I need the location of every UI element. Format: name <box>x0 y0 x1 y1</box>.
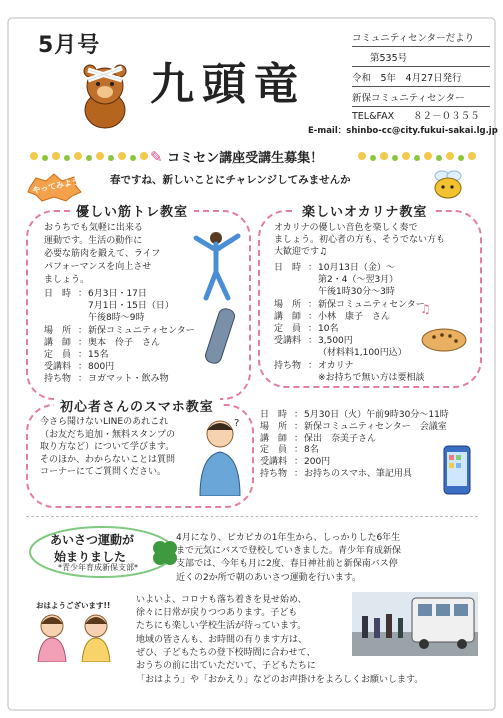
music-note-icon: ♫ <box>420 302 431 316</box>
paragraph-line: 支部では、今年も月に2度、春日神社前と新保南バス停 <box>176 559 398 570</box>
detail-row: 持ち物 ： オカリナ <box>274 360 354 371</box>
desc-line: コーナーにてご質問ください。 <box>40 467 167 477</box>
banner-subtitle: 春ですね、新しいことにチャレンジしてみませんか <box>110 174 351 186</box>
email-address: E-mail：shinbo-cc@city.fukui-sakai.lg.jp <box>308 126 498 136</box>
banner-title-text: コミセン講座受講生募集！ <box>167 151 324 166</box>
smartphone-icon <box>440 444 474 498</box>
desc-line: 今さら聞けないLINEのあれこれ <box>40 417 169 427</box>
section-divider <box>26 516 478 517</box>
desc-line: ましょう。初心者の方も、そうでない方も <box>274 235 446 245</box>
detail-row: 受講料 ： 3,500円 <box>274 336 353 347</box>
paragraph-line: おうちの前に出ていただいて、子どもたちに <box>136 661 316 672</box>
course-title-fitness: 優しい筋トレ教室 <box>70 201 194 220</box>
detail-row: 講 師 ： 保出 奈美子さん <box>260 433 377 444</box>
detail-row: （材料料1,100円込） <box>318 348 407 359</box>
publisher-line-2: 第535号 <box>370 53 408 64</box>
desc-line: 運動です。生活の動作に <box>44 236 143 246</box>
detail-row: 第2・4（～翌3月） <box>318 275 399 286</box>
detail-row: 持ち物 ： ヨガマット・飲み物 <box>44 374 169 385</box>
publisher-line-5: TEL&FAX ８２－０３５５ <box>352 111 480 122</box>
paragraph-line: 近くの2か所で朝のあいさつ運動を行います。 <box>176 572 362 583</box>
greeting-title <box>50 532 134 566</box>
greeting-paragraph-2 <box>136 594 316 673</box>
newsletter-title: 九頭竜 <box>150 59 306 110</box>
detail-row: 定 員 ： 15名 <box>44 350 109 361</box>
detail-row: 場 所 ： 新保コミュニティセンター <box>274 299 425 310</box>
course-details-ocarina <box>274 262 425 384</box>
desc-line: パフォーマンスを向上させ <box>44 262 152 272</box>
course-title-smartphone: 初心者さんのスマホ教室 <box>54 396 220 415</box>
badge-label: やってみよう! <box>31 175 85 196</box>
detail-row: 日 時 ： 6月3日・17日 <box>44 289 147 299</box>
course-desc-smartphone <box>40 416 175 479</box>
detail-row: 午後1時30分～3時 <box>318 287 395 298</box>
detail-row: 定 員 ： 10名 <box>274 324 339 335</box>
bear-mascot-icon <box>74 58 136 130</box>
desc-line: 取り方など）について学びます。 <box>40 442 175 452</box>
confused-man-icon <box>194 416 246 496</box>
paragraph-line: いよいよ、コロナも落ち着きを見せ始め、 <box>136 595 307 605</box>
detail-row: 日 時 ： 10月13日（金）～ <box>274 263 395 273</box>
paragraph-line: 4月になり、ピカピカの1年生から、しっかりした6年生 <box>176 533 401 543</box>
desc-line: 大歓迎です♫ <box>274 247 328 257</box>
bee-icon <box>428 168 468 200</box>
detail-row: 場 所 ： 新保コミュニティセンター <box>44 325 195 336</box>
detail-row: 日 時 ： 5月30日（火）午前9時30分～11時 <box>260 410 449 420</box>
detail-row: ※お持ちで無い方は要相談 <box>318 372 425 383</box>
publisher-line-3: 令和 5年 4月27日発行 <box>352 73 462 84</box>
publisher-line-1: コミュニティセンターだより <box>352 33 475 44</box>
detail-row: 7月1日・15日（日） <box>88 301 174 312</box>
yoga-mat-icon <box>200 306 242 368</box>
detail-row: 受講料 ： 200円 <box>260 457 331 468</box>
course-title-ocarina: 楽しいオカリナ教室 <box>296 201 433 220</box>
stretching-woman-icon <box>192 228 244 304</box>
desc-line: おうちでも気軽に出来る <box>44 223 143 233</box>
greeting-paragraph-1 <box>176 532 401 585</box>
paragraph-line: 徐々に日常が戻りつつあります。子ども <box>136 608 298 619</box>
desc-line: そのほか、わからないことは質問 <box>40 454 176 465</box>
detail-row: 受講料 ： 800円 <box>44 362 115 373</box>
greeting-paragraph-3: 「おはよう」や「おかえり」などのお声掛けをよろしくお願いします。 <box>136 675 424 685</box>
bus-stop-photo <box>352 592 478 656</box>
desc-line: ましょう。 <box>44 275 90 285</box>
greeting-title-line: 始まりました <box>54 550 127 564</box>
desc-line: 必要な筋肉を鍛えて、ライフ <box>44 249 161 259</box>
course-desc-ocarina <box>274 222 445 258</box>
pencil-icon: ✎ <box>150 148 163 166</box>
svg-text:?: ? <box>234 418 240 429</box>
greeting-org: *青少年育成新保支部* <box>58 563 138 572</box>
desc-line: オカリナの優しい音色を楽しく奏で <box>274 223 418 233</box>
detail-row: 持ち物 ： お持ちのスマホ、筆記用具 <box>260 468 412 479</box>
paragraph-line: たちにも楽しい学校生活が待っています。 <box>136 621 307 632</box>
detail-row: 講 師 ： 奥本 伶子 さん <box>44 337 161 348</box>
detail-row: 定 員 ： 8名 <box>260 445 319 456</box>
detail-row: 場 所 ： 新保コミュニティセンター 会議室 <box>260 421 447 432</box>
paragraph-line: 地域の皆さんも、お時間の有ります方は、 <box>136 634 308 645</box>
course-details-smartphone <box>260 410 449 481</box>
detail-row: 午後8時～9時 <box>88 313 145 324</box>
children-greeting-icon <box>30 610 122 662</box>
paragraph-line: まで元気にバスで登校していきました。青少年育成新保 <box>176 546 402 557</box>
issue-label: 5月号 <box>38 33 101 58</box>
greeting-speech-bubble: おはようございます!! <box>36 601 111 610</box>
banner-title <box>150 147 323 166</box>
detail-row: 講 師 ： 小林 康子 さん <box>274 311 391 322</box>
course-details-fitness <box>44 288 195 386</box>
publisher-line-4: 新保コミュニティセンター <box>352 93 465 104</box>
ocarina-icon <box>418 322 470 356</box>
desc-line: （お友だち追加・無料スタンプの <box>40 429 176 440</box>
greeting-title-line: あいさつ運動が <box>50 533 135 547</box>
course-desc-fitness <box>44 222 160 287</box>
paragraph-line: ぜひ、子どもたちの登下校時間に合わせて、 <box>136 647 316 658</box>
